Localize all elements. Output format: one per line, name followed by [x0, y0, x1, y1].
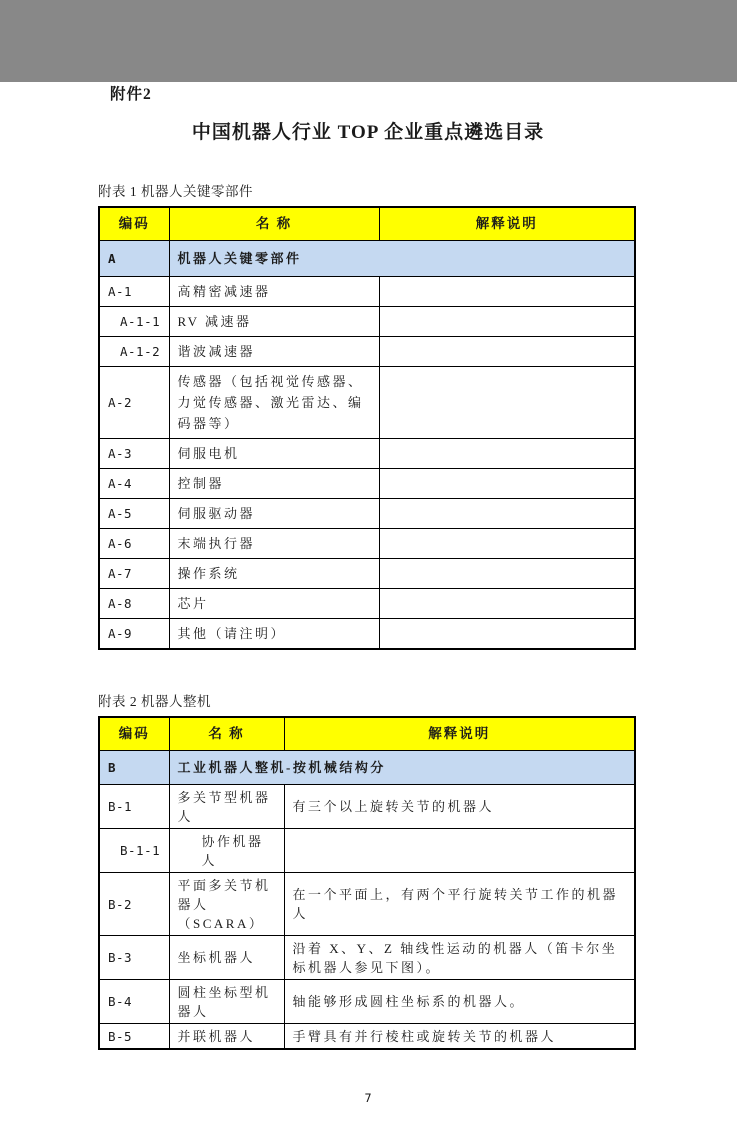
description-cell	[379, 589, 635, 619]
table-row	[99, 589, 635, 619]
description-cell: 沿着 X、Y、Z 轴线性运动的机器人（笛卡尔坐标机器人参见下图）。	[284, 936, 635, 980]
table-row	[99, 829, 635, 873]
code-cell: A-2	[99, 367, 169, 439]
section-code-cell: B	[99, 751, 169, 785]
section-name-cell: 工业机器人整机-按机械结构分	[169, 751, 635, 785]
column-header: 名 称	[169, 717, 284, 751]
table-row	[99, 529, 635, 559]
table-row	[99, 785, 635, 829]
column-header: 解释说明	[379, 207, 635, 241]
table-row	[99, 559, 635, 589]
name-cell: 传感器（包括视觉传感器、力觉传感器、激光雷达、编码器等）	[169, 367, 379, 439]
table-row	[99, 873, 635, 936]
name-cell: 圆柱坐标型机器人	[169, 980, 284, 1024]
table-row	[99, 367, 635, 439]
code-cell: B-1-1	[99, 829, 169, 873]
table-row	[99, 619, 635, 650]
description-cell	[379, 469, 635, 499]
code-cell: B-5	[99, 1024, 169, 1050]
page-number: 7	[364, 1091, 372, 1105]
code-cell: A-3	[99, 439, 169, 469]
description-cell	[379, 619, 635, 650]
description-cell	[379, 529, 635, 559]
section-code-cell: A	[99, 241, 169, 277]
code-cell: A-1-1	[99, 307, 169, 337]
code-cell: A-7	[99, 559, 169, 589]
section-row	[99, 241, 635, 277]
description-cell: 手臂具有并行棱柱或旋转关节的机器人	[284, 1024, 635, 1050]
name-cell: 末端执行器	[169, 529, 379, 559]
name-cell: 坐标机器人	[169, 936, 284, 980]
name-cell: 芯片	[169, 589, 379, 619]
description-cell	[379, 367, 635, 439]
table-row	[99, 936, 635, 980]
table-row	[99, 337, 635, 367]
code-cell: A-9	[99, 619, 169, 650]
name-cell: 操作系统	[169, 559, 379, 589]
table-row	[99, 980, 635, 1024]
code-cell: A-1	[99, 277, 169, 307]
table1-caption: 附表 1 机器人关键零部件	[98, 184, 253, 199]
name-cell: 多关节型机器人	[169, 785, 284, 829]
description-cell	[379, 337, 635, 367]
table-row	[99, 469, 635, 499]
robots-table	[98, 716, 636, 1050]
page-title: 中国机器人行业 TOP 企业重点遴选目录	[191, 122, 545, 143]
name-cell: 高精密减速器	[169, 277, 379, 307]
column-header: 名 称	[169, 207, 379, 241]
section-name-cell: 机器人关键零部件	[169, 241, 635, 277]
description-cell: 有三个以上旋转关节的机器人	[284, 785, 635, 829]
name-cell: RV 减速器	[169, 307, 379, 337]
name-cell: 协作机器人	[169, 829, 284, 873]
attachment-label: 附件2	[110, 86, 152, 103]
name-cell: 其他（请注明）	[169, 619, 379, 650]
description-cell	[379, 559, 635, 589]
components-table	[98, 206, 636, 650]
name-cell: 控制器	[169, 469, 379, 499]
code-cell: A-8	[99, 589, 169, 619]
description-cell	[379, 499, 635, 529]
code-cell: B-2	[99, 873, 169, 936]
header-row	[99, 207, 635, 241]
code-cell: A-4	[99, 469, 169, 499]
table-row	[99, 277, 635, 307]
description-cell	[284, 829, 635, 873]
code-cell: A-5	[99, 499, 169, 529]
code-cell: B-3	[99, 936, 169, 980]
name-cell: 伺服电机	[169, 439, 379, 469]
table-row	[99, 307, 635, 337]
section-row	[99, 751, 635, 785]
header-row	[99, 717, 635, 751]
column-header: 编码	[99, 717, 169, 751]
description-cell: 轴能够形成圆柱坐标系的机器人。	[284, 980, 635, 1024]
code-cell: A-6	[99, 529, 169, 559]
column-header: 编码	[99, 207, 169, 241]
document-page	[0, 82, 737, 1123]
code-cell: B-4	[99, 980, 169, 1024]
code-cell: B-1	[99, 785, 169, 829]
name-cell: 并联机器人	[169, 1024, 284, 1050]
table-row	[99, 439, 635, 469]
description-cell	[379, 307, 635, 337]
table-row	[99, 499, 635, 529]
name-cell: 平面多关节机器人（SCARA）	[169, 873, 284, 936]
code-cell: A-1-2	[99, 337, 169, 367]
description-cell: 在一个平面上，有两个平行旋转关节工作的机器人	[284, 873, 635, 936]
table-row	[99, 1024, 635, 1050]
description-cell	[379, 277, 635, 307]
column-header: 解释说明	[284, 717, 635, 751]
description-cell	[379, 439, 635, 469]
name-cell: 伺服驱动器	[169, 499, 379, 529]
table2-caption: 附表 2 机器人整机	[98, 694, 211, 709]
name-cell: 谐波减速器	[169, 337, 379, 367]
